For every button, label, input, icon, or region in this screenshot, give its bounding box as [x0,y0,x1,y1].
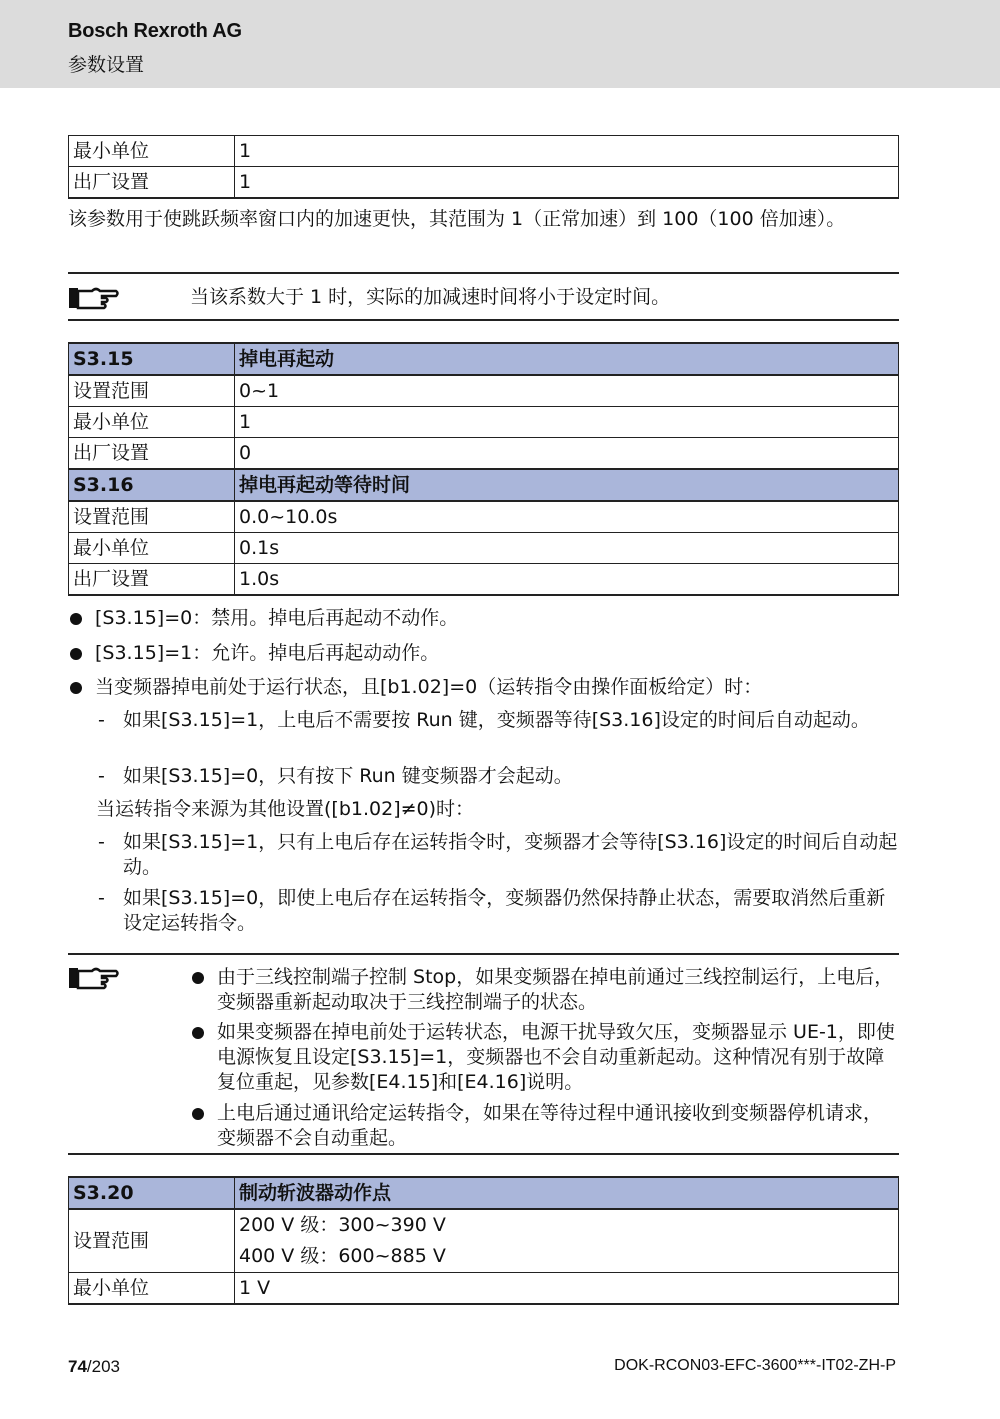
row-value: 0~1 [235,375,899,407]
row-label: 最小单位 [69,136,235,167]
param-code: S3.16 [69,469,235,501]
range-value-400v: 400 V 级：600~885 V [239,1245,446,1267]
table-row [69,564,899,596]
list-item-text: 当变频器掉电前处于运行状态，且[b1.02]=0（运转指令由操作面板给定）时： [95,676,763,698]
table-header-row [69,1177,899,1209]
table-row [69,407,899,438]
sub-list-item [98,708,899,758]
row-value: 1 [235,167,899,199]
bullet-icon [192,972,204,984]
row-label: 设置范围 [69,375,235,407]
dash-marker: - [98,765,105,787]
sub-list-item-text: 如果[S3.15]=0，即使上电后存在运转指令，变频器仍然保持静止状态，需要取消然后重新设定运转指令。 [123,887,886,934]
page-current: 74 [68,1357,87,1376]
sub-list-item-text: 如果[S3.15]=1，上电后不需要按 Run 键，变频器等待[S3.16]设定的时间后自动起动。 [123,709,870,731]
table-row [69,533,899,564]
row-value: 1.0s [235,564,899,596]
row-label: 最小单位 [69,533,235,564]
document-id: DOK-RCON03-EFC-3600***-IT02-ZH-P [614,1357,896,1374]
sub-list-item-text: 如果[S3.15]=1，只有上电后存在运转指令时，变频器才会等待[S3.16]设定的时间后自动起动。 [123,831,898,878]
bullet-icon [70,682,82,694]
company-name: Bosch Rexroth AG [68,20,242,42]
note-list-item [190,1020,899,1095]
sub-list-item [98,886,899,936]
param-name: 掉电再起动等待时间 [235,469,899,501]
row-label: 出厂设置 [69,564,235,596]
list-item-text: [S3.15]=0：禁用。掉电后再起动不动作。 [95,607,459,629]
row-value: 0.1s [235,533,899,564]
row-label: 设置范围 [69,501,235,533]
bullet-icon [192,1027,204,1039]
divider [68,319,899,321]
param-code: S3.20 [69,1177,235,1209]
row-value: 1 V [235,1273,899,1305]
row-value: 1 [235,136,899,167]
divider [68,953,899,955]
note-list-item-text: 上电后通过通讯给定运转指令，如果在等待过程中通讯接收到变频器停机请求，变频器不会自动重起。 [217,1102,883,1149]
row-value: 0.0~10.0s [235,501,899,533]
row-label: 出厂设置 [69,167,235,199]
table-row [69,501,899,533]
note-list-item [190,1101,899,1151]
table-header-row [69,343,899,375]
bullet-icon [70,648,82,660]
sub-list-item [98,830,899,880]
row-label: 出厂设置 [69,438,235,470]
param-table-s315-s316 [68,342,899,596]
range-value-200v: 200 V 级：300~390 V [239,1214,446,1236]
list-item-text: [S3.15]=1：允许。掉电后再起动动作。 [95,642,440,664]
divider [68,272,899,274]
table-row [69,136,899,167]
param-name: 掉电再起动 [235,343,899,375]
table-row [69,438,899,470]
note-list-item-text: 如果变频器在掉电前处于运转状态，电源干扰导致欠压，变频器显示 UE-1，即使电源恢复且设定[S3.15]=1，变频器也不会自动重新起动。这种情况有别于故障复位重起，见参数[E4.15]和[E4.16]说明。 [217,1021,895,1093]
page-total: /203 [86,1357,121,1376]
param-code: S3.15 [69,343,235,375]
dash-marker: - [98,709,105,731]
condition-line: 当运转指令来源为其他设置([b1.02]≠0)时： [96,798,475,820]
row-value: 1 [235,407,899,438]
note-list-item [190,965,899,1015]
page-header [0,0,1000,88]
note-text: 当该系数大于 1 时，实际的加减速时间将小于设定时间。 [190,286,671,308]
table-header-row [69,469,899,501]
table-row [69,375,899,407]
note-list-item-text: 由于三线控制端子控制 Stop，如果变频器在掉电前通过三线控制运行，上电后，变频器重新起动取决于三线控制端子的状态。 [217,966,894,1013]
bullet-icon [70,613,82,625]
table-row [69,1273,899,1305]
section-title: 参数设置 [68,54,145,76]
table-row [69,167,899,199]
divider [68,1153,899,1155]
row-label: 最小单位 [69,1273,235,1305]
table-row [69,1209,899,1273]
pointing-hand-icon [68,285,120,311]
dash-marker: - [98,831,105,853]
pointing-hand-icon [68,965,120,991]
param-table-top [68,135,899,199]
dash-marker: - [98,887,105,909]
row-label: 设置范围 [69,1209,235,1273]
sub-list-item-text: 如果[S3.15]=0，只有按下 Run 键变频器才会起动。 [123,765,573,787]
bullet-icon [192,1108,204,1120]
row-value [235,1209,899,1273]
param-name: 制动斩波器动作点 [235,1177,899,1209]
param-table-s320 [68,1176,899,1305]
intro-paragraph: 该参数用于使跳跃频率窗口内的加速更快，其范围为 1（正常加速）到 100（100 倍加速）。 [68,208,846,230]
row-label: 最小单位 [69,407,235,438]
page-number [68,1357,120,1377]
row-value: 0 [235,438,899,470]
